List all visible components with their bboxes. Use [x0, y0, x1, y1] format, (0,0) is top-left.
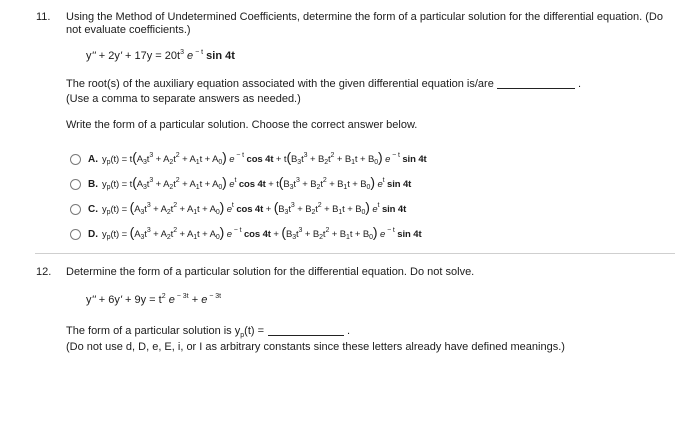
form-period: .	[347, 325, 351, 337]
roots-hint: (Use a comma to separate answers as needed.)	[66, 93, 301, 105]
option-c[interactable]	[70, 201, 406, 217]
question-divider	[35, 253, 675, 254]
form-answer-field[interactable]	[268, 325, 344, 336]
option-a[interactable]	[70, 151, 427, 167]
option-a-letter: A.	[88, 153, 98, 165]
option-b[interactable]	[70, 176, 411, 192]
option-c-expression: $y_p(t) = (A_3t^3 + A_2t^2 + A_1t + A_0)$ $e^t$ $\cos 4t + (B_3t^3 + B_2t^2 + B_1t + B_0)$ $e^t$ sin 4t	[102, 199, 407, 216]
option-b-expression: $y_p(t) = t(A_3t^3 + A_2t^2 + A_1t + A_0)$ $e^t$ $\cos 4t + t(B_3t^3 + B_2t^2 + B_1t + B_0)$ $e^t$ sin 4t	[102, 174, 412, 191]
question-11-prompt-line1: Using the Method of Undetermined Coefficients, determine the form of a particular solution for the differential equation. (Do	[66, 11, 663, 23]
question-11-equation: $y'' + 2y' + 17y = 20t^3$ e $^{- t}$ sin 4t	[86, 49, 235, 62]
constants-note: (Do not use d, D, e, E, i, or I as arbitrary constants since these letters already have defined meanings.)	[66, 341, 565, 353]
form-prompt-text: The form of a particular solution is y	[66, 325, 241, 337]
choose-instruction: Write the form of a particular solution. Choose the correct answer below.	[66, 119, 418, 131]
roots-answer-field[interactable]	[497, 78, 575, 89]
question-11-number: 11.	[36, 11, 51, 23]
roots-prompt: The root(s) of the auxiliary equation associated with the given differential equation is/are	[66, 78, 494, 90]
option-a-expression: $y_p(t) = t(A_3t^3 + A_2t^2 + A_1t + A_0)$ e $^{- t}$ $\cos 4t + t(B_3t^3 + B_2t^2 + B_1t + B_0)$ e $^{- t}$ sin 4t	[102, 149, 427, 166]
option-d-expression: $y_p(t) = (A_3t^3 + A_2t^2 + A_1t + A_0)$ e $^{- t}$ $\cos 4t + (B_3t^3 + B_2t^2 + B_1t + B_0)$ e $^{- t}$ sin 4t	[102, 224, 422, 241]
option-d-radio[interactable]	[70, 229, 81, 240]
option-b-letter: B.	[88, 178, 98, 190]
option-b-radio[interactable]	[70, 179, 81, 190]
option-d-letter: D.	[88, 228, 98, 240]
question-12-prompt: Determine the form of a particular solution for the differential equation. Do not solve.	[66, 266, 475, 278]
option-d[interactable]	[70, 226, 422, 242]
question-12-equation: $y'' + 6y' + 9y = t^2$ e $^{- 3t}$ + e $^{- 3t}$	[86, 293, 222, 306]
question-12-number: 12.	[36, 266, 52, 278]
form-prompt: The form of a particular solution is $y_p(t)$ =	[66, 325, 265, 340]
option-c-radio[interactable]	[70, 204, 81, 215]
option-a-radio[interactable]	[70, 154, 81, 165]
roots-period: .	[578, 78, 582, 90]
question-11-prompt-line2: not evaluate coefficients.)	[66, 24, 191, 36]
option-c-letter: C.	[88, 203, 98, 215]
